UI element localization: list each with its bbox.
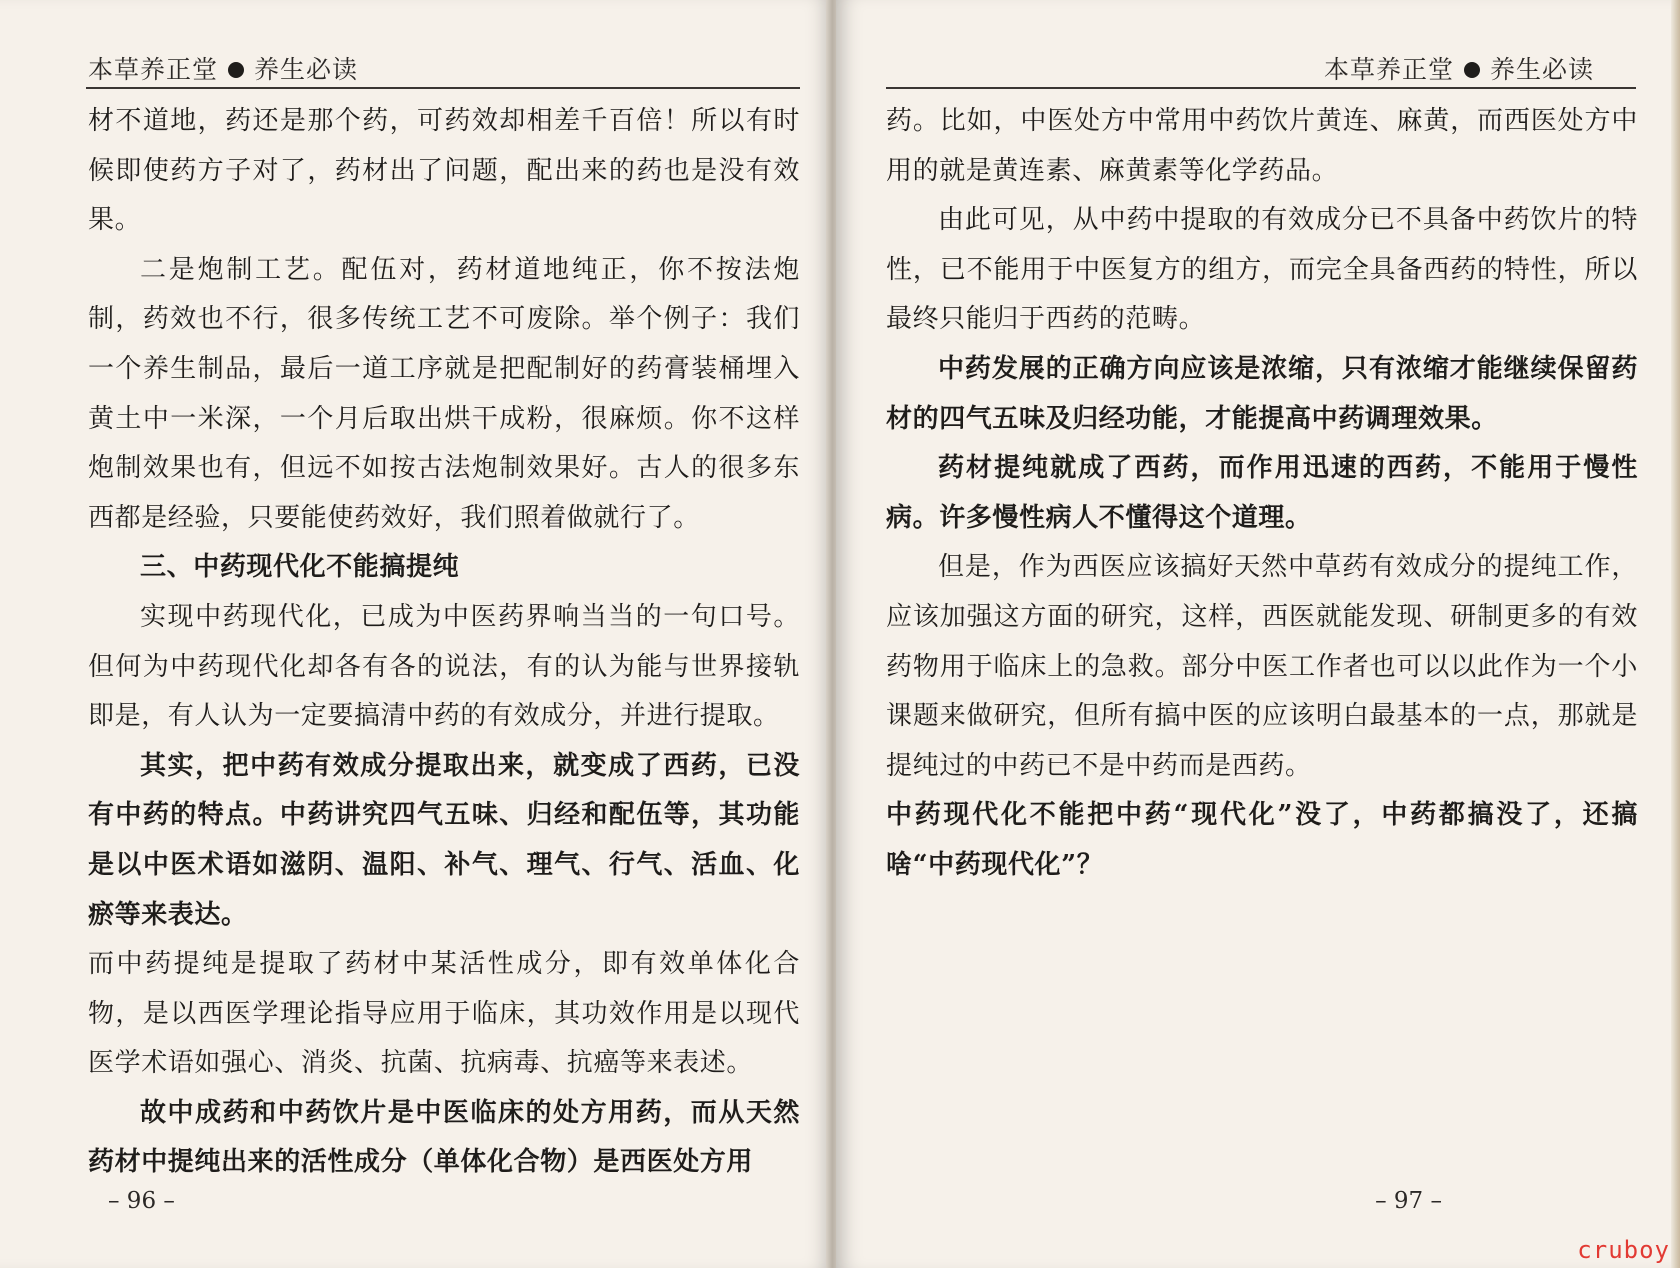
paragraph-bold: 中药发展的正确方向应该是浓缩，只有浓缩才能继续保留药材的四气五味及归经功能，才能提高中药调理效果。 bbox=[886, 353, 1638, 434]
right-header-subtitle: 养生必读 bbox=[1489, 55, 1594, 84]
paragraph: 药。比如，中医处方中常用中药饮片黄连、麻黄，而西医处方中用的就是黄连素、麻黄素等化学药品。 bbox=[886, 106, 1638, 186]
left-header-subtitle: 养生必读 bbox=[254, 55, 359, 84]
paragraph: 二是炮制工艺。配伍对，药材道地纯正，你不按法炮制，药效也不行，很多传统工艺不可废除。举个例子：我们一个养生制品，最后一道工序就是把配制好的药膏装桶埋入黄土中一米深，一个月后取出烘干成粉，很麻烦。你不这样炮制效果也有，但远不如按古法炮制效果好。古人的很多东西都是经验，只要能使药效好，我们照着做就行了。 bbox=[88, 254, 800, 533]
right-page-number: – 97 – bbox=[1375, 1188, 1442, 1214]
paragraph-bold: 中药现代化不能把中药“现代化”没了，中药都搞没了，还搞啥“中药现代化”？ bbox=[886, 800, 1638, 880]
left-header-rule bbox=[86, 87, 800, 89]
paragraph-bold: 故中成药和中药饮片是中医临床的处方用药，而从天然药材中提纯出来的活性成分（单体化合物）是西医处方用 bbox=[88, 1097, 800, 1178]
page-edge bbox=[1671, 0, 1680, 1268]
right-page bbox=[836, 0, 1680, 1268]
watermark-text: cruboy bbox=[1577, 1236, 1670, 1264]
bullet-dot-icon bbox=[1464, 62, 1480, 78]
paragraph: 实现中药现代化，已成为中医药界响当当的一句口号。但何为中药现代化却各有各的说法，有的认为能与世界接轨即是，有人认为一定要搞清中药的有效成分，并进行提取。 bbox=[88, 601, 800, 732]
right-body-text bbox=[886, 97, 1638, 891]
right-running-header bbox=[1324, 50, 1594, 86]
right-header-rule bbox=[886, 87, 1636, 89]
left-body-text bbox=[88, 97, 800, 1188]
paragraph-bold: 药材提纯就成了西药，而作用迅速的西药，不能用于慢性病。许多慢性病人不懂得这个道理。 bbox=[886, 453, 1638, 533]
right-header-title: 本草养正堂 bbox=[1323, 55, 1454, 84]
left-header-title: 本草养正堂 bbox=[88, 55, 219, 84]
left-running-header bbox=[88, 50, 358, 86]
paragraph-bold: 其实，把中药有效成分提取出来，就变成了西药，已没有中药的特点。中药讲究四气五味、归经和配伍等，其功能是以中医术语如滋阴、温阳、补气、理气、行气、活血、化瘀等来表达。 bbox=[88, 750, 800, 930]
left-page bbox=[0, 0, 832, 1268]
bullet-dot-icon bbox=[228, 62, 244, 78]
paragraph: 由此可见，从中药中提取的有效成分已不具备中药饮片的特性，已不能用于中医复方的组方，而完全具备西药的特性，所以最终只能归于西药的范畴。 bbox=[886, 205, 1638, 335]
section-heading: 三、中药现代化不能搞提纯 bbox=[140, 552, 460, 583]
left-page-number: – 96 – bbox=[108, 1188, 175, 1214]
paragraph: 材不道地，药还是那个药，可药效却相差千百倍！所以有时候即使药方子对了，药材出了问题，配出来的药也是没有效果。 bbox=[88, 106, 800, 236]
paragraph: 而中药提纯是提取了药材中某活性成分，即有效单体化合物，是以西医学理论指导应用于临床，其功效作用是以现代医学术语如强心、消炎、抗菌、抗病毒、抗癌等来表述。 bbox=[88, 949, 800, 1079]
paragraph: 但是，作为西医应该搞好天然中草药有效成分的提纯工作，应该加强这方面的研究，这样，西医就能发现、研制更多的有效药物用于临床上的急救。部分中医工作者也可以以此作为一个小课题来做研究，但所有搞中医的应该明白最基本的一点，那就是提纯过的中药已不是中药而是西药。 bbox=[886, 552, 1638, 781]
